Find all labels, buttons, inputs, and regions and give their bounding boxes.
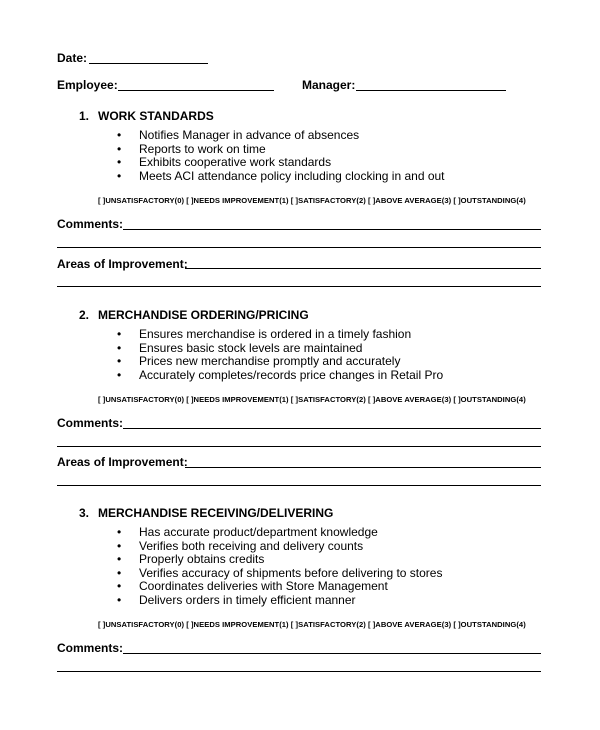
- section-3-comments-line[interactable]: [57, 671, 541, 672]
- manager-field[interactable]: [356, 90, 506, 91]
- list-item: • Prices new merchandise promptly and accurately: [117, 355, 443, 369]
- section-3-number: 3.: [79, 506, 90, 520]
- section-1-improvement-field[interactable]: [185, 268, 541, 269]
- employee-label: Employee:: [57, 78, 118, 92]
- section-2-rating-options[interactable]: [ ]UNSATISFACTORY(0) [ ]NEEDS IMPROVEMENT(1) [ ]SATISFACTORY(2) [ ]ABOVE AVERAGE(3) [ ]OUTSTANDING(4): [98, 395, 526, 404]
- section-3-rating-options[interactable]: [ ]UNSATISFACTORY(0) [ ]NEEDS IMPROVEMENT(1) [ ]SATISFACTORY(2) [ ]ABOVE AVERAGE(3) [ ]OUTSTANDING(4): [98, 620, 526, 629]
- section-1-criteria: [117, 129, 445, 183]
- list-item: • Coordinates deliveries with Store Management: [117, 580, 442, 594]
- section-3-comments-label: Comments:: [57, 641, 124, 655]
- list-item: • Ensures merchandise is ordered in a timely fashion: [117, 328, 443, 342]
- section-2-improvement-line[interactable]: [57, 485, 541, 486]
- section-1-number: 1.: [79, 109, 90, 123]
- list-item: • Exhibits cooperative work standards: [117, 156, 445, 170]
- section-2-improvement-label: Areas of Improvement:: [57, 455, 188, 469]
- list-item: • Reports to work on time: [117, 143, 445, 157]
- list-item: • Properly obtains credits: [117, 553, 442, 567]
- section-2-comments-line[interactable]: [57, 446, 541, 447]
- section-3-title: MERCHANDISE RECEIVING/DELIVERING: [98, 506, 334, 520]
- list-item: • Verifies both receiving and delivery counts: [117, 540, 442, 554]
- section-2-comments-field[interactable]: [123, 428, 541, 429]
- list-item: • Delivers orders in timely efficient manner: [117, 594, 442, 608]
- section-2-improvement-field[interactable]: [185, 467, 541, 468]
- date-label: Date:: [57, 51, 88, 65]
- section-1-comments-line[interactable]: [57, 247, 541, 248]
- section-2-criteria: [117, 328, 443, 382]
- list-item: • Meets ACI attendance policy including clocking in and out: [117, 170, 445, 184]
- section-1-comments-field[interactable]: [123, 229, 541, 230]
- section-2-comments-label: Comments:: [57, 416, 124, 430]
- section-1-rating-options[interactable]: [ ]UNSATISFACTORY(0) [ ]NEEDS IMPROVEMENT(1) [ ]SATISFACTORY(2) [ ]ABOVE AVERAGE(3) [ ]OUTSTANDING(4): [98, 196, 526, 205]
- section-1-improvement-line[interactable]: [57, 286, 541, 287]
- section-1-improvement-label: Areas of Improvement:: [57, 257, 188, 271]
- section-3-comments-field[interactable]: [123, 653, 541, 654]
- section-1-title: WORK STANDARDS: [98, 109, 214, 123]
- section-3-criteria: [117, 526, 442, 607]
- section-1-comments-label: Comments:: [57, 217, 124, 231]
- list-item: • Verifies accuracy of shipments before delivering to stores: [117, 567, 442, 581]
- date-field[interactable]: [89, 63, 208, 64]
- list-item: • Notifies Manager in advance of absences: [117, 129, 445, 143]
- employee-field[interactable]: [118, 90, 274, 91]
- list-item: • Accurately completes/records price changes in Retail Pro: [117, 369, 443, 383]
- list-item: • Has accurate product/department knowledge: [117, 526, 442, 540]
- section-2-number: 2.: [79, 308, 90, 322]
- section-2-title: MERCHANDISE ORDERING/PRICING: [98, 308, 309, 322]
- list-item: • Ensures basic stock levels are maintained: [117, 342, 443, 356]
- manager-label: Manager:: [302, 78, 356, 92]
